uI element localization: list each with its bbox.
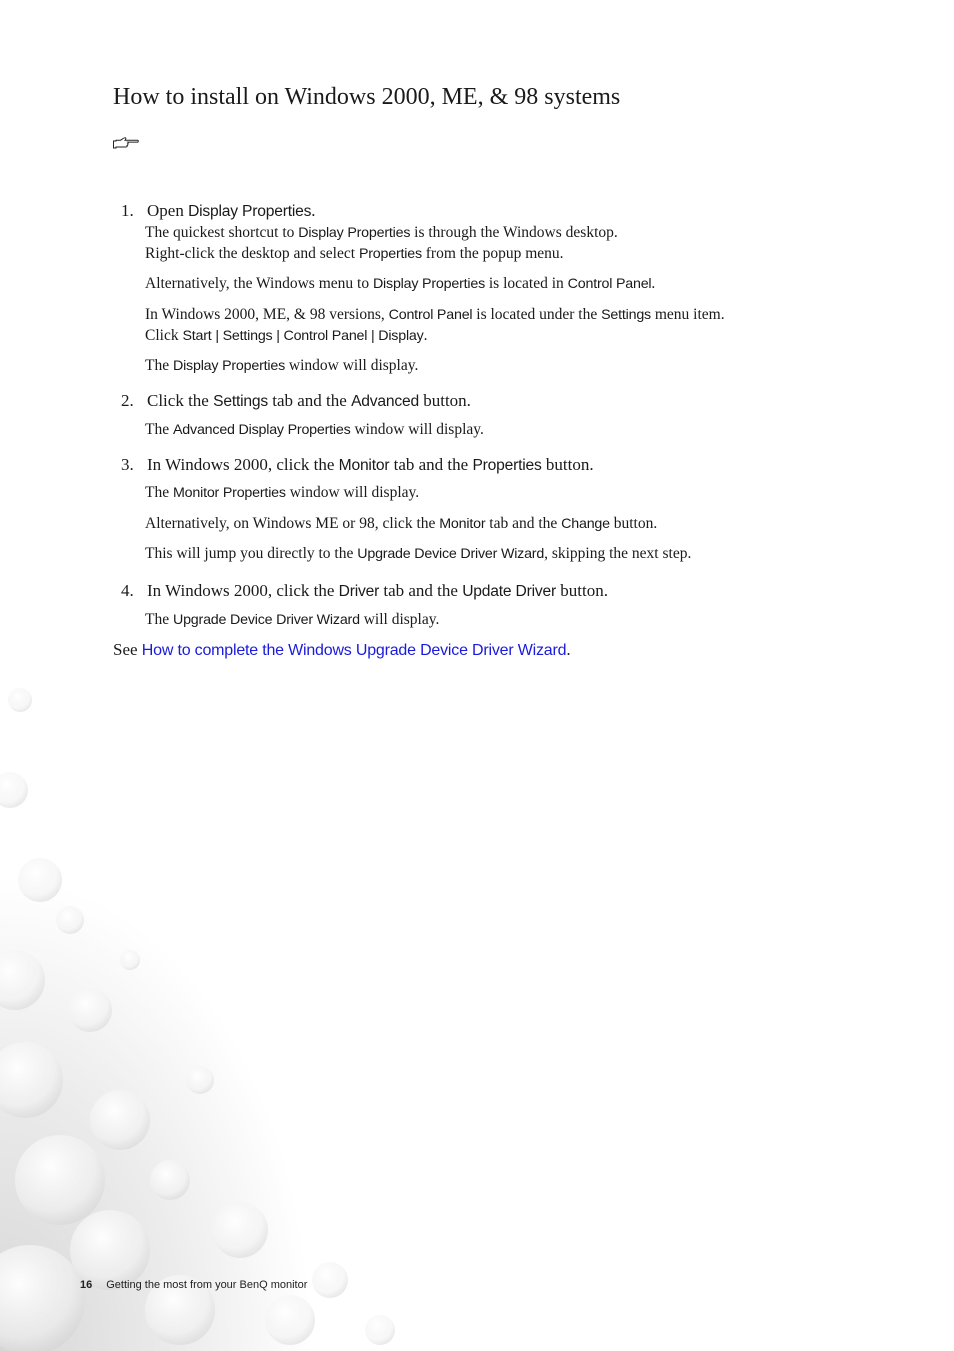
step-number: 4. xyxy=(121,581,134,600)
step-instruction xyxy=(147,454,841,477)
wizard-guide-link[interactable]: How to complete the Windows Upgrade Device Driver Wizard xyxy=(141,642,567,659)
detail-text: window will display. xyxy=(350,421,484,438)
detail-text: window will display. xyxy=(285,357,419,374)
ui-term: Change xyxy=(561,516,610,532)
detail-text: is through the Windows desktop. xyxy=(410,224,618,241)
detail-text: The xyxy=(145,357,173,374)
instruction-text: Open xyxy=(147,201,189,220)
step-number: 3. xyxy=(121,455,134,474)
ui-term: Display Properties xyxy=(372,276,485,292)
instruction-text: tab and the xyxy=(379,581,463,600)
ui-term: Control Panel xyxy=(388,307,473,323)
ui-term: Advanced xyxy=(351,393,419,410)
detail-text: . xyxy=(651,275,656,292)
ui-term: Control Panel xyxy=(567,276,652,292)
step-detail-line xyxy=(145,355,418,377)
step-3 xyxy=(121,454,841,562)
detail-text: from the popup menu. xyxy=(421,245,564,262)
step-number: 2. xyxy=(121,391,134,410)
ui-term: Display Properties xyxy=(298,225,411,241)
footer-text: Getting the most from your BenQ monitor xyxy=(106,1279,308,1291)
ui-term: Update Driver xyxy=(462,583,556,600)
ui-term: Monitor Properties xyxy=(172,485,286,501)
instruction-text: . xyxy=(311,201,316,220)
detail-text: . xyxy=(423,327,428,344)
step-detail-line xyxy=(145,304,725,326)
detail-text: The xyxy=(145,611,173,628)
step-detail-line xyxy=(145,513,657,535)
detail-text: will display. xyxy=(359,611,440,628)
ui-term: Driver xyxy=(338,583,380,600)
ui-term: Monitor xyxy=(338,457,390,474)
step-1 xyxy=(121,200,841,374)
detail-text: Click xyxy=(145,327,183,344)
ui-term: Advanced Display Properties xyxy=(172,422,351,438)
step-detail-line xyxy=(145,419,484,441)
see-reference xyxy=(113,639,571,662)
step-detail-line xyxy=(145,243,564,265)
see-prefix: See xyxy=(113,640,142,659)
instruction-text: button. xyxy=(541,455,594,474)
detail-text: Alternatively, on Windows ME or 98, click the xyxy=(145,515,440,532)
detail-text: , skipping the next step. xyxy=(544,545,692,562)
ui-term: Properties xyxy=(472,457,542,474)
step-instruction xyxy=(147,390,841,413)
instruction-text: tab and the xyxy=(267,391,352,410)
detail-text: button. xyxy=(609,515,658,532)
step-4 xyxy=(121,580,841,628)
detail-text: tab and the xyxy=(485,515,562,532)
instruction-text: button. xyxy=(556,581,608,600)
ui-term: Settings xyxy=(601,307,651,323)
instruction-text: tab and the xyxy=(389,455,473,474)
step-instruction xyxy=(147,200,841,223)
step-detail-line xyxy=(145,609,439,631)
instruction-text: button. xyxy=(418,391,471,410)
detail-text: is located under the xyxy=(472,306,602,323)
detail-text: menu item. xyxy=(650,306,725,323)
ui-term: Properties xyxy=(358,246,422,262)
page-number: 16 xyxy=(80,1279,93,1291)
ui-term: Settings xyxy=(213,393,268,410)
ui-term: Upgrade Device Driver Wizard xyxy=(172,612,360,628)
step-detail-line xyxy=(145,482,419,504)
step-instruction xyxy=(147,580,841,603)
pointing-hand-icon xyxy=(112,134,140,150)
page-footer xyxy=(80,1279,307,1291)
detail-text: In Windows 2000, ME, & 98 versions, xyxy=(145,306,389,323)
detail-text: Right-click the desktop and select xyxy=(145,245,359,262)
detail-text: The xyxy=(145,484,173,501)
detail-text: Alternatively, the Windows menu to xyxy=(145,275,373,292)
instruction-text: Click the xyxy=(147,391,214,410)
ui-term: Monitor xyxy=(439,516,486,532)
ui-term: Display Properties xyxy=(172,358,286,374)
page-title: How to install on Windows 2000, ME, & 98 systems xyxy=(113,84,621,110)
see-suffix: . xyxy=(566,640,571,659)
detail-text: is located in xyxy=(485,275,568,292)
detail-text: This will jump you directly to the xyxy=(145,545,358,562)
instruction-text: In Windows 2000, click the xyxy=(147,581,339,600)
step-detail-line xyxy=(145,222,618,244)
step-2 xyxy=(121,390,841,438)
detail-text: The quickest shortcut to xyxy=(145,224,299,241)
step-detail-line xyxy=(145,325,427,347)
step-detail-line xyxy=(145,543,691,565)
step-number: 1. xyxy=(121,201,134,220)
ui-term: Upgrade Device Driver Wizard xyxy=(357,546,545,562)
ui-term: Display Properties xyxy=(188,203,312,220)
ui-term: Start | Settings | Control Panel | Display xyxy=(182,328,424,344)
detail-text: window will display. xyxy=(285,484,420,501)
instruction-text: In Windows 2000, click the xyxy=(147,455,339,474)
detail-text: The xyxy=(145,421,173,438)
step-detail-line xyxy=(145,273,655,295)
